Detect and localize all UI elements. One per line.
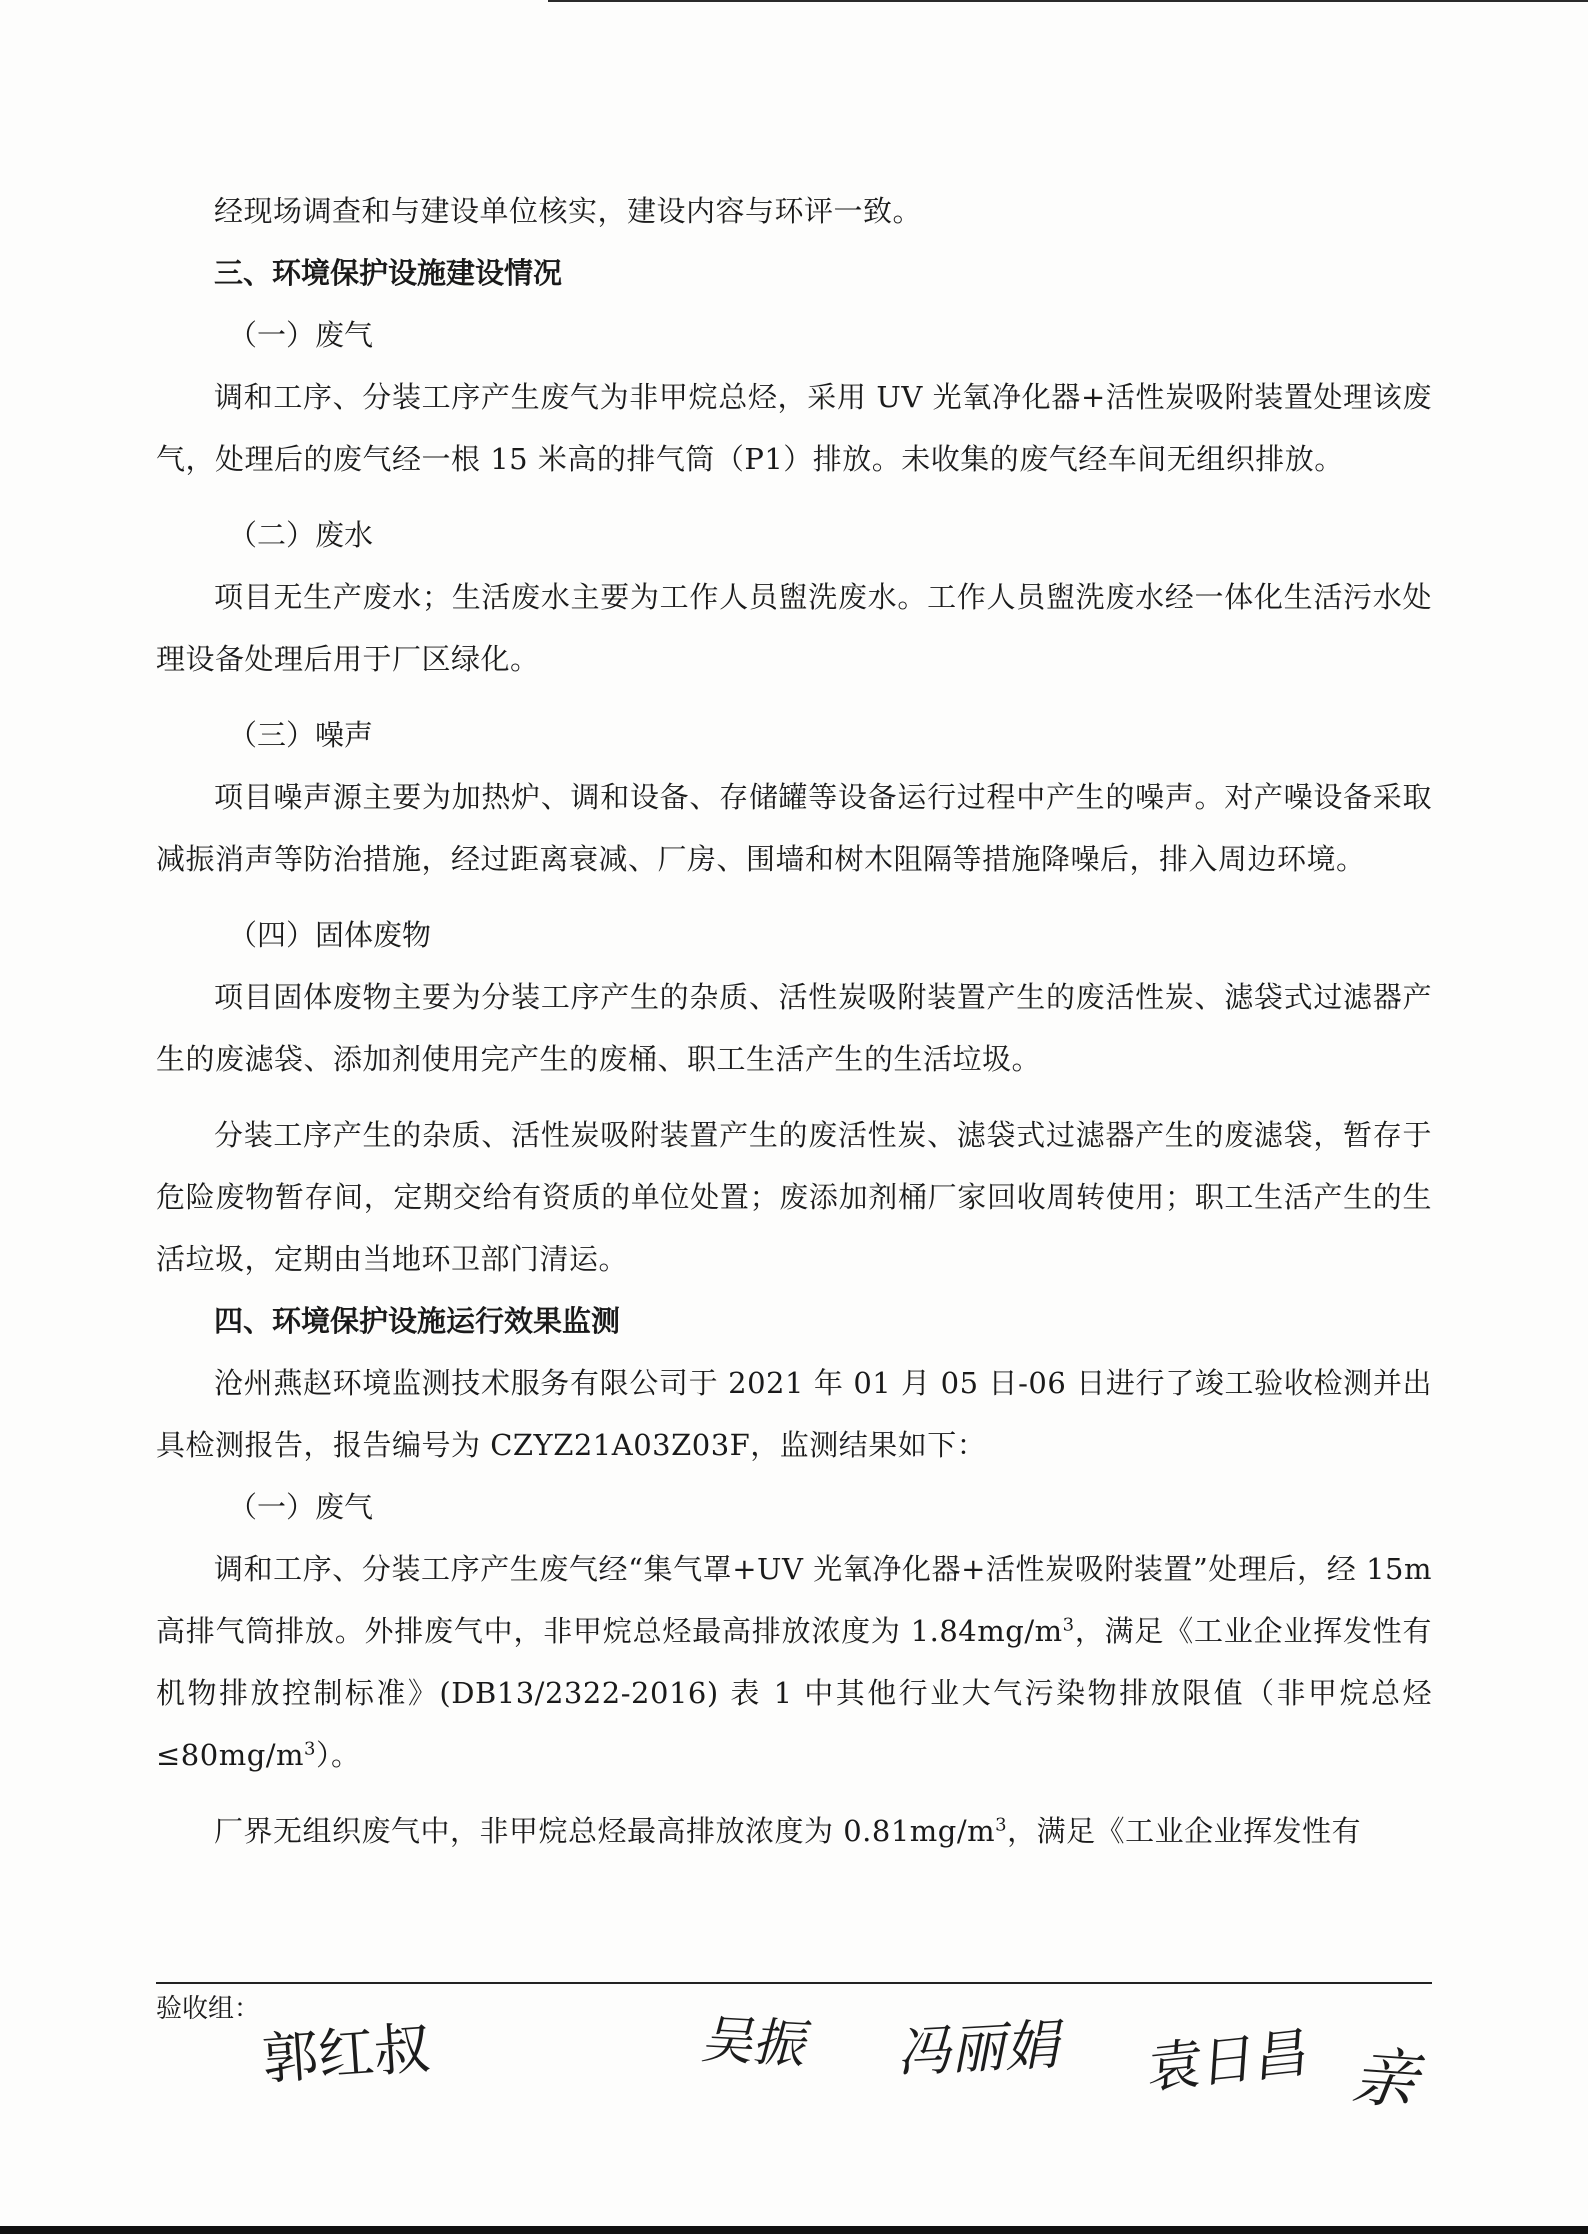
signature-4: 袁日昌 <box>1145 2020 1312 2101</box>
superscript-3: 3 <box>1062 1614 1075 1636</box>
paragraph-exhaust-gas: 调和工序、分装工序产生废气为非甲烷总烃，采用 UV 光氧净化器+活性炭吸附装置处理该废气，处理后的废气经一根 15 米高的排气筒（P1）排放。未收集的废气经车间无组织排放。 <box>156 380 1432 476</box>
superscript-3: 3 <box>995 1814 1008 1836</box>
scan-edge-bottom <box>0 2226 1588 2234</box>
fugitive-gas-part-1: 厂界无组织废气中，非甲烷总烃最高排放浓度为 0.81mg/m <box>214 1814 996 1848</box>
subheading-noise: （三）噪声 <box>228 718 374 752</box>
paragraph-fugitive-gas <box>156 1800 1432 1862</box>
superscript-3: 3 <box>304 1738 316 1760</box>
paragraph-solid-waste-disposal: 分装工序产生的杂质、活性炭吸附装置产生的废活性炭、滤袋式过滤器产生的废滤袋，暂存于危险废物暂存间，定期交给有资质的单位处置；废添加剂桶厂家回收周转使用；职工生活产生的生活垃圾，定期由当地环卫部门清运。 <box>156 1118 1432 1276</box>
signature-5: 亲 <box>1343 2041 1437 2119</box>
subheading-exhaust-gas-results: （一）废气 <box>228 1490 374 1524</box>
subheading-exhaust-gas: （一）废气 <box>228 318 374 352</box>
signature-3: 冯丽娟 <box>895 2012 1070 2085</box>
paragraph-solid-waste: 项目固体废物主要为分装工序产生的杂质、活性炭吸附装置产生的废活性炭、滤袋式过滤器产生的废滤袋、添加剂使用完产生的废桶、职工生活产生的生活垃圾。 <box>156 980 1432 1076</box>
section-heading-facilities: 三、环境保护设施建设情况 <box>214 256 563 290</box>
subheading-solid-waste: （四）固体废物 <box>228 918 432 952</box>
section-heading-monitoring: 四、环境保护设施运行效果监测 <box>214 1304 621 1338</box>
document-body <box>156 180 1432 1862</box>
paragraph-exhaust-results <box>156 1538 1432 1786</box>
scan-edge-top <box>548 0 1588 2</box>
paragraph-monitoring: 沧州燕赵环境监测技术服务有限公司于 2021 年 01 月 05 日-06 日进行了竣工验收检测并出具检测报告，报告编号为 CZYZ21A03Z03F，监测结果如下： <box>156 1366 1432 1462</box>
paragraph-wastewater: 项目无生产废水；生活废水主要为工作人员盥洗废水。工作人员盥洗废水经一体化生活污水处理设备处理后用于厂区绿化。 <box>156 580 1432 676</box>
subheading-wastewater: （二）废水 <box>228 518 374 552</box>
exhaust-results-part-2: ，满足《工业企业挥发性有机物排放控制标准》(DB13/2322-2016) 表 1 中其他行业大气污染物排放限值（非甲烷总烃≤80mg/m <box>156 1614 1432 1772</box>
paragraph-verification: 经现场调查和与建设单位核实，建设内容与环评一致。 <box>214 194 923 228</box>
fugitive-gas-part-2: ，满足《工业企业挥发性有 <box>1007 1814 1362 1848</box>
signature-1: 郭红叔 <box>260 2016 433 2093</box>
signature-2: 吴振 <box>696 2010 817 2076</box>
exhaust-results-part-1: 调和工序、分装工序产生废气经“集气罩+UV 光氧净化器+活性炭吸附装置”处理后，经 15m 高排气筒排放。外排废气中，非甲烷总烃最高排放浓度为 1.84mg/m <box>156 1552 1432 1648</box>
paragraph-noise: 项目噪声源主要为加热炉、调和设备、存储罐等设备运行过程中产生的噪声。对产噪设备采取减振消声等防治措施，经过距离衰减、厂房、围墙和树木阻隔等措施降噪后，排入周边环境。 <box>156 780 1432 876</box>
footer-divider <box>156 1982 1432 1984</box>
exhaust-results-part-3: ）。 <box>316 1738 361 1772</box>
acceptance-group-label: 验收组： <box>156 1994 261 2024</box>
